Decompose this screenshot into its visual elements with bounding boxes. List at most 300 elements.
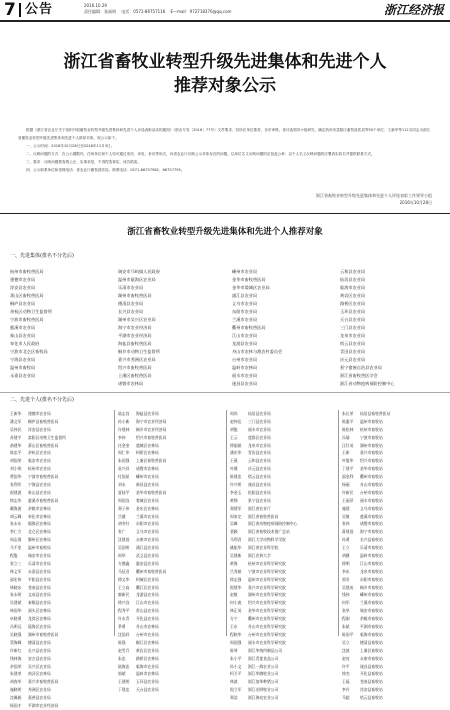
individual-name: 张广	[118, 529, 126, 535]
individual-name: 冯明远	[10, 624, 22, 630]
individual-unit: 湖州市农业科学研究院	[248, 592, 286, 598]
collective-item: 玉环县农业局	[340, 309, 366, 314]
collective-item: 海盐县畜牧兽医局	[118, 341, 152, 346]
notice-title-line2: 推荐对象公示	[174, 76, 276, 96]
individual-name: 卓晓勇	[10, 616, 22, 622]
individual-item	[118, 670, 218, 678]
individual-name: 胡健	[342, 553, 350, 559]
individual-name: 付国星	[118, 474, 130, 480]
individual-unit: 瓯海区农业局	[28, 624, 51, 630]
column-divider	[226, 410, 227, 636]
individual-name: 王丽萍	[342, 497, 354, 503]
individual-unit: 浙江加华种猪公司	[248, 679, 279, 685]
collective-item: 乐清市农业局	[118, 285, 144, 290]
individual-name: 邵金利	[342, 474, 354, 480]
individual-name: 周国良	[118, 497, 130, 503]
individual-unit: 龙泉市农业局	[248, 442, 271, 448]
header-meta	[84, 3, 235, 15]
collective-item: 浙江省畜牧兽医学会	[340, 373, 378, 378]
collective-item: 宁波市畜牧兽医局	[10, 317, 44, 322]
individual-unit: 浙江省农业科学院	[248, 545, 279, 551]
individual-unit: 温岭市畜牧站	[360, 553, 383, 559]
individual-unit: 瑞安市农业局	[28, 553, 51, 559]
individual-name: 胡国荣	[10, 458, 22, 464]
individual-item	[342, 591, 446, 599]
individual-name: 王建明	[118, 679, 130, 685]
individual-unit: 奉化市农林局	[28, 513, 51, 519]
collective-item: 永嘉县农业局	[10, 373, 36, 378]
collective-column-2	[118, 268, 218, 388]
collective-item: 舟山市农林与渔农村委员会	[232, 349, 283, 354]
individual-item	[230, 544, 340, 552]
individual-name: 许建林	[118, 426, 130, 432]
individual-name: 苏建平	[10, 434, 22, 440]
individual-name: 许新民	[342, 489, 354, 495]
collective-item: 淳安县农业局	[10, 285, 36, 290]
individual-item	[118, 663, 218, 671]
individual-name: 陆海忠	[118, 663, 130, 669]
individual-unit: 杭州市畜牧站	[360, 426, 383, 432]
individual-item	[342, 457, 446, 465]
collective-item: 兰溪市农业局	[232, 317, 258, 322]
individual-unit: 平湖市农业经济局	[28, 702, 59, 708]
collective-item: 诸暨市农林局	[118, 381, 144, 386]
individual-name: 王新	[342, 450, 350, 456]
individual-name: 马利君	[230, 537, 242, 543]
individual-unit: 江山市农业局	[136, 600, 159, 606]
individual-unit: 丽水市畜牧站	[360, 497, 383, 503]
individual-item	[342, 434, 446, 442]
individual-name: 王东	[230, 624, 238, 630]
individual-unit: 衢州市畜牧兽医局	[136, 568, 167, 574]
individual-name: 周仁华	[118, 450, 130, 456]
collective-item: 黄岩区农业局	[340, 293, 366, 298]
individual-unit: 台州市农业局	[136, 631, 159, 637]
individual-unit: 金东区农林局	[136, 505, 159, 511]
individual-item	[342, 560, 446, 568]
individual-unit: 桐庐县畜牧兽医局	[28, 418, 59, 424]
individual-unit: 乐清市农业局	[28, 560, 51, 566]
notice-paragraph: 四、公示联系单位和受理电话：省农业厅畜牧兽医局，联系电话：0571-86757982、86757795。	[26, 168, 185, 172]
individual-name: 陈强	[118, 639, 126, 645]
phone-number: 电话：0571-86757116	[121, 9, 166, 14]
individual-unit: 三门县农业局	[248, 418, 271, 424]
individual-unit: 浙江省农业厅	[248, 505, 271, 511]
individual-unit: 浙江光明牧业公司	[248, 687, 279, 693]
individual-column-3	[230, 410, 340, 702]
individual-name: 施建	[342, 505, 350, 511]
individual-unit: 舟山市畜牧站	[360, 482, 383, 488]
individual-item	[230, 513, 340, 521]
individual-unit: 宁波市农业科学研究院	[248, 568, 286, 574]
individual-unit: 温岭市农林局	[136, 671, 159, 677]
individual-item	[118, 591, 218, 599]
individual-name: 陈国平	[342, 631, 354, 637]
individual-name: 黄锦	[230, 497, 238, 503]
individual-column-1	[10, 410, 110, 710]
individual-item	[342, 449, 446, 457]
individual-item	[230, 655, 340, 663]
individual-item	[118, 576, 218, 584]
individual-unit: 柯城区农业局	[136, 576, 159, 582]
individual-unit: 衢江区农业局	[136, 584, 159, 590]
individual-unit: 吴兴区农业局	[28, 663, 51, 669]
individual-item	[118, 465, 218, 473]
individual-item	[118, 639, 218, 647]
column-divider	[338, 410, 339, 636]
individual-name: 张永明	[10, 592, 22, 598]
collective-item: 温州市瓯海区农业局	[118, 277, 156, 282]
individual-unit: 黄岩区农业局	[136, 647, 159, 653]
collective-item: 瑞安市马屿镇人民政府	[118, 269, 160, 274]
individual-unit: 龙湾区农林局	[28, 616, 51, 622]
individual-item	[118, 631, 218, 639]
individual-name: 季勇	[118, 624, 126, 630]
individual-item	[118, 678, 218, 686]
individual-item	[342, 536, 446, 544]
individual-name: 林波	[230, 679, 238, 685]
individual-item	[230, 489, 340, 497]
individual-name: 沈波	[342, 647, 350, 653]
individual-unit: 德清县农业局	[28, 639, 51, 645]
individual-unit: 青田县农业局	[248, 450, 271, 456]
individual-item	[10, 552, 110, 560]
individual-name: 周志强	[10, 537, 22, 543]
collective-item: 湖州市畜牧兽医局	[118, 293, 152, 298]
individual-unit: 苍南县畜牧站	[360, 679, 383, 685]
individual-name: 刘小明	[10, 466, 22, 472]
individual-unit: 宁波市畜牧兽医局	[28, 474, 59, 480]
collective-item: 台州市农业局	[232, 357, 258, 362]
individual-name: 李伟	[118, 434, 126, 440]
individual-item	[10, 473, 110, 481]
individual-name: 刘永	[118, 482, 126, 488]
individual-item	[118, 505, 218, 513]
individual-unit: 北仑区农林局	[28, 529, 51, 535]
individual-unit: 富阳区动物卫生监督所	[28, 434, 66, 440]
individual-item	[10, 489, 110, 497]
individual-name: 许新红	[10, 647, 22, 653]
individual-name: 徐丽娟	[230, 442, 242, 448]
individual-item	[230, 631, 340, 639]
individual-item	[10, 694, 110, 702]
individual-name: 林义军	[10, 568, 22, 574]
individual-unit: 浦江县农业局	[136, 545, 159, 551]
individual-name: 何军	[342, 600, 350, 606]
individual-unit: 安吉县农业局	[28, 655, 51, 661]
individual-unit: 杭州市农业科学研究院	[248, 560, 286, 566]
collective-item: 遂昌县农业局	[232, 381, 258, 386]
individual-name: 吴建成	[342, 584, 354, 590]
individual-name: 陈松林	[342, 426, 354, 432]
individual-item	[10, 647, 110, 655]
individual-unit: 婺城区农业局	[136, 497, 159, 503]
page-header	[0, 0, 450, 20]
individual-unit: 海盐县农业局	[136, 411, 159, 416]
individual-unit: 桐乡市畜牧站	[360, 584, 383, 590]
header-divider	[19, 3, 21, 17]
individual-name: 赵雪兵	[118, 647, 130, 653]
collective-item: 奉化市人民政府	[10, 341, 40, 346]
individual-name: 邵宏伟	[10, 576, 22, 582]
individual-unit: 象山县农业局	[28, 489, 51, 495]
individual-unit: 越城区农林局	[136, 442, 159, 448]
individual-item	[342, 568, 446, 576]
editor-credit: 责任编辑：张福明	[84, 9, 116, 14]
individual-name: 吕健	[118, 513, 126, 519]
individual-item	[118, 615, 218, 623]
individual-item	[342, 489, 446, 497]
individual-item	[230, 576, 340, 584]
individual-name: 沈国祥	[118, 631, 130, 637]
individual-item	[10, 442, 110, 450]
individual-unit: 浙江一海农业公司	[248, 663, 279, 669]
individual-item	[230, 584, 340, 592]
collective-item: 绍兴市畜牧兽医局	[118, 365, 152, 370]
individual-unit: 洞头区农林局	[28, 608, 51, 614]
individual-item	[10, 449, 110, 457]
individual-name: 孙小文	[230, 663, 242, 669]
individual-name: 朱国强	[118, 458, 130, 464]
individual-item	[118, 457, 218, 465]
individual-unit: 苍南县农业局	[28, 584, 51, 590]
individual-item	[118, 513, 218, 521]
individual-item	[230, 426, 340, 434]
individual-name: 周国强	[230, 639, 242, 645]
individual-unit: 文成县农业局	[28, 592, 51, 598]
individual-name: 丁建忠	[118, 687, 130, 693]
individual-item	[342, 520, 446, 528]
individual-item	[230, 457, 340, 465]
collective-item: 桐乡市动物卫生监督所	[118, 349, 160, 354]
individual-unit: 兰溪市农业局	[136, 513, 159, 519]
individual-item	[230, 607, 340, 615]
individual-item	[230, 520, 340, 528]
individual-item	[230, 505, 340, 513]
individual-name: 胡俊	[230, 426, 238, 432]
individual-name: 沈建国	[118, 537, 130, 543]
individual-item	[118, 607, 218, 615]
individual-name: 沈佩娟	[10, 695, 22, 701]
individual-name: 胡云峰	[10, 513, 22, 519]
individual-item	[118, 426, 218, 434]
individual-name: 姚振华	[230, 545, 242, 551]
collective-item: 浦江县农业局	[232, 293, 258, 298]
individual-name: 郑子伟	[118, 505, 130, 511]
individual-unit: 永康市农业局	[136, 537, 159, 543]
individual-item	[10, 434, 110, 442]
individual-name: 陈惠平	[342, 418, 354, 424]
individual-name: 朱斌	[342, 624, 350, 630]
individual-item	[10, 623, 110, 631]
individual-item	[10, 505, 110, 513]
individual-item	[10, 568, 110, 576]
individual-unit: 义乌市畜牧站	[360, 505, 383, 511]
individual-name: 李丹	[342, 687, 350, 693]
individual-name: 蒋建国	[342, 529, 354, 535]
individual-item	[118, 552, 218, 560]
individual-unit: 景宁县农业局	[248, 497, 271, 503]
individual-name: 黄海	[230, 560, 238, 566]
individual-unit: 路桥区农林局	[136, 655, 159, 661]
individual-name: 孙勇	[342, 537, 350, 543]
individual-item	[342, 639, 446, 647]
individual-unit: 宁波市畜牧站	[360, 434, 383, 440]
collective-item: 湖州市吴兴区农业局	[118, 317, 156, 322]
individual-unit: 建德市农业局	[28, 411, 51, 416]
individual-unit: 浙江省畜牧兽医局	[248, 513, 279, 519]
individual-item	[10, 418, 110, 426]
individual-item	[230, 481, 340, 489]
individual-unit: 温州市畜牧站	[360, 418, 383, 424]
individual-unit: 武义县农业局	[136, 553, 159, 559]
individual-item	[230, 442, 340, 450]
list-subtitle: 浙江省畜牧业转型升级先进集体和先进个人推荐对象	[127, 227, 323, 237]
individual-name: 周家定	[230, 513, 242, 519]
individual-item	[230, 434, 340, 442]
collective-item: 临海市农业局	[340, 285, 366, 290]
individual-unit: 余姚市农林局	[28, 505, 51, 511]
individual-item	[230, 560, 340, 568]
individual-item	[342, 607, 446, 615]
individual-unit: 金华市畜牧兽医局	[136, 489, 167, 495]
collective-item: 景宁畲族自治县农业局	[340, 365, 382, 370]
individual-unit: 嘉善县农业局	[28, 695, 51, 701]
individual-name: 赵仲达	[230, 418, 242, 424]
individual-item	[230, 623, 340, 631]
individual-unit: 永嘉县农业局	[28, 568, 51, 574]
individual-unit: 玉环县农业局	[136, 679, 159, 685]
individual-item	[10, 702, 110, 710]
individual-item	[10, 513, 110, 521]
individual-item	[118, 418, 218, 426]
collective-item: 丽水市农业局	[232, 373, 258, 378]
header-rule	[0, 20, 450, 22]
individual-item	[342, 599, 446, 607]
individual-name: 林晓东	[10, 584, 22, 590]
individual-unit: 余杭区农业局	[28, 450, 51, 456]
individual-unit: 平湖市畜牧站	[360, 624, 383, 630]
individual-unit: 慈溪市畜牧站	[360, 513, 383, 519]
individual-unit: 南浔区农林局	[28, 671, 51, 677]
individual-name: 朱小平	[230, 655, 242, 661]
individual-name: 胡春华	[10, 679, 22, 685]
individual-item	[342, 465, 446, 473]
individual-item	[118, 647, 218, 655]
individual-item	[10, 497, 110, 505]
individual-item	[10, 481, 110, 489]
notice-paragraph: 二、反映问题的方式：在公示期限内，任何单位和个人均可通过来信、来电、来访等形式，向省农业厅反映公示对象存在的问题。以单位名义反映问题的应加盖公章；以个人名义反映问题的应署真实姓名并提供联系方式。	[26, 152, 375, 156]
individual-item	[342, 426, 446, 434]
individual-name: 徐兴良	[118, 600, 130, 606]
collective-item: 海宁市农业经济局	[118, 325, 152, 330]
individual-item	[230, 465, 340, 473]
collective-item: 金华市婺城区农业局	[232, 285, 270, 290]
individual-unit: 长兴县农业局	[28, 647, 51, 653]
collective-item: 义乌市农业局	[232, 301, 258, 306]
collective-item: 天台县农业局	[340, 317, 366, 322]
individual-unit: 仙居县农业局	[248, 411, 271, 416]
individual-item	[118, 528, 218, 536]
individual-item	[118, 520, 218, 528]
individual-name: 马千里	[10, 545, 22, 551]
individual-item	[230, 568, 340, 576]
individual-unit: 舟山市农业科学研究院	[248, 624, 286, 630]
individual-name: 袁兴祥	[118, 466, 130, 472]
individual-item	[10, 560, 110, 568]
individual-item	[118, 449, 218, 457]
individual-item	[230, 528, 340, 536]
individual-item	[118, 655, 218, 663]
individual-name: 杨国才	[10, 702, 22, 708]
individual-item	[230, 678, 340, 686]
collective-item: 象山县农业局	[10, 333, 36, 338]
individual-unit: 舟山市农林局	[136, 624, 159, 630]
individual-name: 方宁	[230, 616, 238, 622]
individual-item	[118, 560, 218, 568]
individual-item	[342, 663, 446, 671]
individual-name: 吕秀娟	[230, 568, 242, 574]
individual-unit: 诸暨市畜牧站	[360, 521, 383, 527]
individual-unit: 海宁市农业经济局	[136, 418, 167, 424]
notice-paragraph: 一、公示时间：2016年10月28日至2016年11月3日。	[26, 144, 115, 148]
collective-item: 温岭市农林局	[232, 365, 258, 370]
individual-item	[118, 599, 218, 607]
individual-item	[10, 544, 110, 552]
collective-item: 温州市畜牧局	[10, 365, 36, 370]
individual-name: 方德鑫	[118, 560, 130, 566]
collective-item: 宁波市北仑区畜牧局	[10, 349, 48, 354]
individual-name: 徐志强	[230, 576, 242, 582]
individual-unit: 临海市农业局	[136, 663, 159, 669]
collective-item: 桐庐县农业局	[10, 301, 36, 306]
collective-item: 金华市畜牧兽医局	[232, 277, 266, 282]
individual-item	[10, 457, 110, 465]
individual-name: 杨丽	[342, 482, 350, 488]
individual-name: 张利军	[10, 482, 22, 488]
individual-unit: 金华市农业科学研究院	[248, 608, 286, 614]
individual-name: 赵亮	[342, 655, 350, 661]
individual-unit: 上虞区畜牧兽医局	[136, 458, 167, 464]
individual-name: 林正英	[230, 608, 242, 614]
individual-unit: 桐乡市农业经济局	[136, 426, 167, 432]
individual-item	[342, 678, 446, 686]
individual-item	[342, 513, 446, 521]
individual-unit: 永康市畜牧站	[360, 655, 383, 661]
individual-unit: 临海市畜牧站	[360, 631, 383, 637]
individual-item	[118, 473, 218, 481]
individual-name: 丁建平	[342, 466, 354, 472]
individual-item	[10, 686, 110, 694]
individual-item	[118, 686, 218, 694]
individual-name: 徐明	[342, 560, 350, 566]
individual-unit: 温州市农业科学研究院	[248, 576, 286, 582]
page-number: 7	[4, 0, 16, 20]
individual-item	[230, 639, 340, 647]
collective-item: 仙居县农业局	[340, 277, 366, 282]
individual-item	[118, 489, 218, 497]
individual-unit: 义乌市农业局	[136, 529, 159, 535]
individual-unit: 台州市农业科学研究院	[248, 631, 286, 637]
collective-item: 青田县农业局	[340, 349, 366, 354]
collective-item: 江山市农业局	[232, 333, 258, 338]
individual-item	[118, 536, 218, 544]
individual-item	[342, 418, 446, 426]
individual-name: 马超	[342, 695, 350, 701]
individual-item	[342, 528, 446, 536]
individual-name: 程刚	[342, 616, 350, 622]
individual-unit: 绍兴市畜牧站	[360, 458, 383, 464]
